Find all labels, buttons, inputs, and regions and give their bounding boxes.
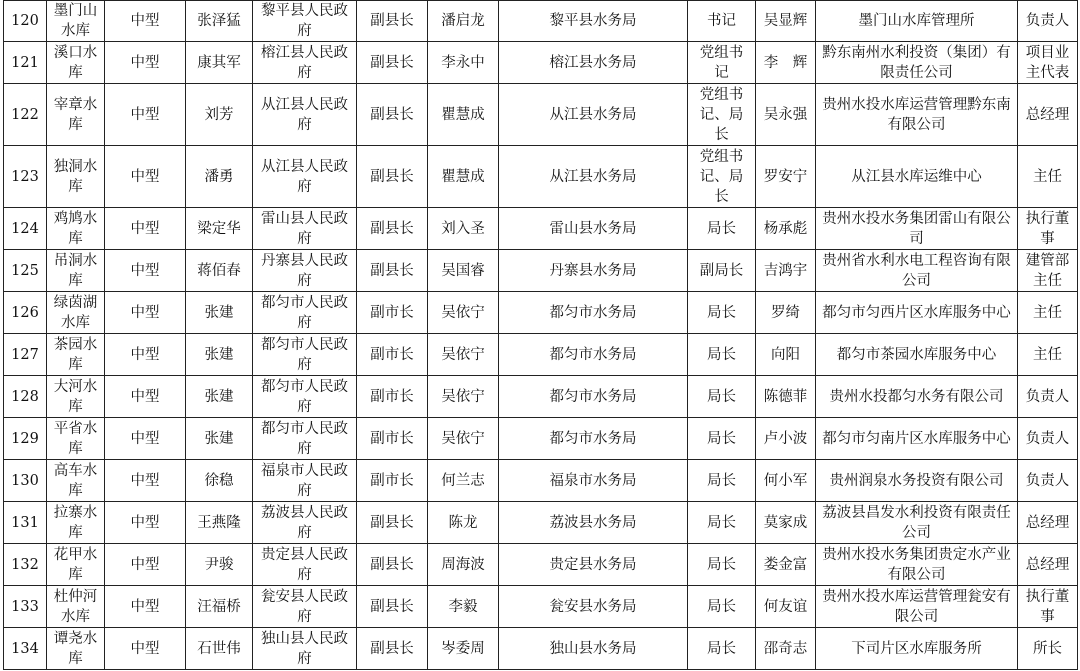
reservoir-name: 杜仲河水库 xyxy=(47,586,105,628)
agency-leader-unit: 都匀市水务局 xyxy=(499,334,688,376)
manager-name: 向阳 xyxy=(756,334,816,376)
manager-name: 杨承彪 xyxy=(756,208,816,250)
row-number: 129 xyxy=(4,418,47,460)
manager-name: 陈德菲 xyxy=(756,376,816,418)
table-row xyxy=(4,376,1078,418)
manager-title: 主任 xyxy=(1018,292,1078,334)
reservoir-scale: 中型 xyxy=(105,84,186,146)
manager-title: 执行董事 xyxy=(1018,586,1078,628)
gov-leader-name: 尹骏 xyxy=(186,544,253,586)
manager-title: 执行董事 xyxy=(1018,208,1078,250)
row-number: 120 xyxy=(4,1,47,42)
gov-leader-name: 徐稳 xyxy=(186,460,253,502)
gov-leader-title: 副县长 xyxy=(357,208,428,250)
agency-leader-name: 瞿慧成 xyxy=(428,84,499,146)
reservoir-name: 花甲水库 xyxy=(47,544,105,586)
agency-leader-unit: 都匀市水务局 xyxy=(499,376,688,418)
agency-leader-unit: 贵定县水务局 xyxy=(499,544,688,586)
row-number: 124 xyxy=(4,208,47,250)
table-row xyxy=(4,586,1078,628)
table-row xyxy=(4,42,1078,84)
agency-leader-title: 局长 xyxy=(688,502,756,544)
agency-leader-title: 局长 xyxy=(688,586,756,628)
gov-leader-unit: 福泉市人民政府 xyxy=(253,460,357,502)
reservoir-responsibility-table-page xyxy=(3,0,1077,671)
agency-leader-name: 周海波 xyxy=(428,544,499,586)
row-number: 130 xyxy=(4,460,47,502)
manager-name: 莫家成 xyxy=(756,502,816,544)
agency-leader-unit: 雷山县水务局 xyxy=(499,208,688,250)
gov-leader-title: 副县长 xyxy=(357,628,428,670)
manager-title: 主任 xyxy=(1018,146,1078,208)
manager-title: 负责人 xyxy=(1018,1,1078,42)
manager-name: 罗绮 xyxy=(756,292,816,334)
gov-leader-name: 蒋佰春 xyxy=(186,250,253,292)
reservoir-name: 独洞水库 xyxy=(47,146,105,208)
gov-leader-unit: 独山县人民政府 xyxy=(253,628,357,670)
manager-unit: 贵州水投水库运营管理黔东南有限公司 xyxy=(816,84,1018,146)
gov-leader-name: 张建 xyxy=(186,292,253,334)
manager-title: 建管部主任 xyxy=(1018,250,1078,292)
row-number: 132 xyxy=(4,544,47,586)
gov-leader-name: 梁定华 xyxy=(186,208,253,250)
gov-leader-title: 副县长 xyxy=(357,586,428,628)
manager-title: 总经理 xyxy=(1018,84,1078,146)
reservoir-name: 谭尧水库 xyxy=(47,628,105,670)
manager-unit: 贵州水投水务集团雷山有限公司 xyxy=(816,208,1018,250)
gov-leader-name: 汪福桥 xyxy=(186,586,253,628)
table-row xyxy=(4,146,1078,208)
table-row xyxy=(4,544,1078,586)
manager-name: 娄金富 xyxy=(756,544,816,586)
manager-title: 所长 xyxy=(1018,628,1078,670)
agency-leader-unit: 瓮安县水务局 xyxy=(499,586,688,628)
gov-leader-title: 副市长 xyxy=(357,334,428,376)
gov-leader-name: 石世伟 xyxy=(186,628,253,670)
reservoir-scale: 中型 xyxy=(105,334,186,376)
gov-leader-unit: 黎平县人民政府 xyxy=(253,1,357,42)
table-row xyxy=(4,1,1078,42)
reservoir-scale: 中型 xyxy=(105,544,186,586)
agency-leader-unit: 福泉市水务局 xyxy=(499,460,688,502)
reservoir-name: 绿茵湖水库 xyxy=(47,292,105,334)
row-number: 121 xyxy=(4,42,47,84)
reservoir-name: 溪口水库 xyxy=(47,42,105,84)
row-number: 133 xyxy=(4,586,47,628)
table-row xyxy=(4,628,1078,670)
gov-leader-unit: 雷山县人民政府 xyxy=(253,208,357,250)
reservoir-name: 鸡鸠水库 xyxy=(47,208,105,250)
gov-leader-title: 副县长 xyxy=(357,544,428,586)
agency-leader-title: 党组书记、局长 xyxy=(688,146,756,208)
agency-leader-title: 局长 xyxy=(688,418,756,460)
gov-leader-name: 张建 xyxy=(186,418,253,460)
row-number: 134 xyxy=(4,628,47,670)
reservoir-scale: 中型 xyxy=(105,418,186,460)
manager-unit: 荔波县昌发水利投资有限责任公司 xyxy=(816,502,1018,544)
reservoir-scale: 中型 xyxy=(105,376,186,418)
gov-leader-title: 副市长 xyxy=(357,292,428,334)
reservoir-scale: 中型 xyxy=(105,1,186,42)
row-number: 125 xyxy=(4,250,47,292)
agency-leader-title: 局长 xyxy=(688,544,756,586)
manager-name: 吉鸿宇 xyxy=(756,250,816,292)
reservoir-scale: 中型 xyxy=(105,628,186,670)
table-row xyxy=(4,84,1078,146)
reservoir-name: 墨门山水库 xyxy=(47,1,105,42)
reservoir-name: 大河水库 xyxy=(47,376,105,418)
gov-leader-unit: 从江县人民政府 xyxy=(253,146,357,208)
agency-leader-title: 书记 xyxy=(688,1,756,42)
table-row xyxy=(4,208,1078,250)
agency-leader-name: 岑委周 xyxy=(428,628,499,670)
manager-unit: 贵州省水利水电工程咨询有限公司 xyxy=(816,250,1018,292)
table-row xyxy=(4,334,1078,376)
manager-unit: 下司片区水库服务所 xyxy=(816,628,1018,670)
gov-leader-title: 副市长 xyxy=(357,460,428,502)
agency-leader-unit: 荔波县水务局 xyxy=(499,502,688,544)
reservoir-scale: 中型 xyxy=(105,292,186,334)
table-row xyxy=(4,250,1078,292)
gov-leader-unit: 瓮安县人民政府 xyxy=(253,586,357,628)
manager-unit: 黔东南州水利投资（集团）有限责任公司 xyxy=(816,42,1018,84)
table-row xyxy=(4,418,1078,460)
gov-leader-name: 王燕隆 xyxy=(186,502,253,544)
agency-leader-title: 局长 xyxy=(688,376,756,418)
agency-leader-title: 局长 xyxy=(688,334,756,376)
agency-leader-unit: 榕江县水务局 xyxy=(499,42,688,84)
gov-leader-name: 张建 xyxy=(186,376,253,418)
gov-leader-unit: 都匀市人民政府 xyxy=(253,334,357,376)
reservoir-scale: 中型 xyxy=(105,146,186,208)
agency-leader-unit: 都匀市水务局 xyxy=(499,418,688,460)
agency-leader-unit: 从江县水务局 xyxy=(499,84,688,146)
row-number: 123 xyxy=(4,146,47,208)
reservoir-name: 茶园水库 xyxy=(47,334,105,376)
gov-leader-title: 副县长 xyxy=(357,1,428,42)
row-number: 126 xyxy=(4,292,47,334)
agency-leader-title: 局长 xyxy=(688,208,756,250)
gov-leader-title: 副县长 xyxy=(357,42,428,84)
agency-leader-name: 吴国睿 xyxy=(428,250,499,292)
manager-name: 何小军 xyxy=(756,460,816,502)
gov-leader-title: 副县长 xyxy=(357,250,428,292)
manager-title: 负责人 xyxy=(1018,376,1078,418)
reservoir-scale: 中型 xyxy=(105,208,186,250)
gov-leader-unit: 从江县人民政府 xyxy=(253,84,357,146)
gov-leader-title: 副市长 xyxy=(357,376,428,418)
manager-name: 吴显辉 xyxy=(756,1,816,42)
gov-leader-title: 副县长 xyxy=(357,84,428,146)
gov-leader-unit: 都匀市人民政府 xyxy=(253,292,357,334)
table-row xyxy=(4,502,1078,544)
gov-leader-name: 张建 xyxy=(186,334,253,376)
reservoir-scale: 中型 xyxy=(105,250,186,292)
reservoir-scale: 中型 xyxy=(105,502,186,544)
gov-leader-unit: 荔波县人民政府 xyxy=(253,502,357,544)
gov-leader-name: 康其军 xyxy=(186,42,253,84)
manager-name: 何友谊 xyxy=(756,586,816,628)
agency-leader-name: 潘启龙 xyxy=(428,1,499,42)
manager-title: 主任 xyxy=(1018,334,1078,376)
agency-leader-name: 吴依宁 xyxy=(428,334,499,376)
agency-leader-name: 刘入圣 xyxy=(428,208,499,250)
manager-title: 总经理 xyxy=(1018,502,1078,544)
agency-leader-title: 副局长 xyxy=(688,250,756,292)
gov-leader-title: 副县长 xyxy=(357,502,428,544)
gov-leader-name: 张泽猛 xyxy=(186,1,253,42)
reservoir-scale: 中型 xyxy=(105,460,186,502)
manager-name: 卢小波 xyxy=(756,418,816,460)
manager-name: 罗安宁 xyxy=(756,146,816,208)
gov-leader-title: 副县长 xyxy=(357,146,428,208)
manager-title: 项目业主代表 xyxy=(1018,42,1078,84)
gov-leader-name: 刘芳 xyxy=(186,84,253,146)
gov-leader-title: 副市长 xyxy=(357,418,428,460)
agency-leader-name: 吴依宁 xyxy=(428,418,499,460)
manager-title: 总经理 xyxy=(1018,544,1078,586)
agency-leader-unit: 从江县水务局 xyxy=(499,146,688,208)
row-number: 131 xyxy=(4,502,47,544)
manager-title: 负责人 xyxy=(1018,418,1078,460)
manager-unit: 都匀市匀南片区水库服务中心 xyxy=(816,418,1018,460)
agency-leader-name: 吴依宁 xyxy=(428,292,499,334)
agency-leader-name: 李永中 xyxy=(428,42,499,84)
agency-leader-name: 瞿慧成 xyxy=(428,146,499,208)
gov-leader-unit: 贵定县人民政府 xyxy=(253,544,357,586)
reservoir-name: 高车水库 xyxy=(47,460,105,502)
table-row xyxy=(4,292,1078,334)
row-number: 127 xyxy=(4,334,47,376)
gov-leader-name: 潘勇 xyxy=(186,146,253,208)
agency-leader-name: 李毅 xyxy=(428,586,499,628)
manager-unit: 贵州水投水库运营管理瓮安有限公司 xyxy=(816,586,1018,628)
manager-unit: 从江县水库运维中心 xyxy=(816,146,1018,208)
gov-leader-unit: 都匀市人民政府 xyxy=(253,418,357,460)
agency-leader-title: 党组书记 xyxy=(688,42,756,84)
manager-unit: 贵州润泉水务投资有限公司 xyxy=(816,460,1018,502)
agency-leader-title: 局长 xyxy=(688,628,756,670)
agency-leader-title: 党组书记、局长 xyxy=(688,84,756,146)
agency-leader-title: 局长 xyxy=(688,460,756,502)
manager-unit: 贵州水投水务集团贵定水产业有限公司 xyxy=(816,544,1018,586)
manager-name: 吴永强 xyxy=(756,84,816,146)
row-number: 128 xyxy=(4,376,47,418)
agency-leader-unit: 丹寨县水务局 xyxy=(499,250,688,292)
manager-title: 负责人 xyxy=(1018,460,1078,502)
agency-leader-title: 局长 xyxy=(688,292,756,334)
gov-leader-unit: 都匀市人民政府 xyxy=(253,376,357,418)
table-row xyxy=(4,460,1078,502)
agency-leader-name: 陈龙 xyxy=(428,502,499,544)
table-body xyxy=(4,1,1078,670)
reservoir-scale: 中型 xyxy=(105,586,186,628)
reservoir-responsibility-table xyxy=(3,0,1078,670)
agency-leader-name: 吴依宁 xyxy=(428,376,499,418)
manager-name: 李 辉 xyxy=(756,42,816,84)
reservoir-scale: 中型 xyxy=(105,42,186,84)
reservoir-name: 吊洞水库 xyxy=(47,250,105,292)
manager-unit: 都匀市匀西片区水库服务中心 xyxy=(816,292,1018,334)
manager-name: 邵奇志 xyxy=(756,628,816,670)
agency-leader-name: 何兰志 xyxy=(428,460,499,502)
reservoir-name: 宰章水库 xyxy=(47,84,105,146)
gov-leader-unit: 榕江县人民政府 xyxy=(253,42,357,84)
reservoir-name: 平省水库 xyxy=(47,418,105,460)
agency-leader-unit: 都匀市水务局 xyxy=(499,292,688,334)
agency-leader-unit: 独山县水务局 xyxy=(499,628,688,670)
agency-leader-unit: 黎平县水务局 xyxy=(499,1,688,42)
row-number: 122 xyxy=(4,84,47,146)
gov-leader-unit: 丹寨县人民政府 xyxy=(253,250,357,292)
manager-unit: 贵州水投都匀水务有限公司 xyxy=(816,376,1018,418)
manager-unit: 墨门山水库管理所 xyxy=(816,1,1018,42)
reservoir-name: 拉寨水库 xyxy=(47,502,105,544)
manager-unit: 都匀市茶园水库服务中心 xyxy=(816,334,1018,376)
